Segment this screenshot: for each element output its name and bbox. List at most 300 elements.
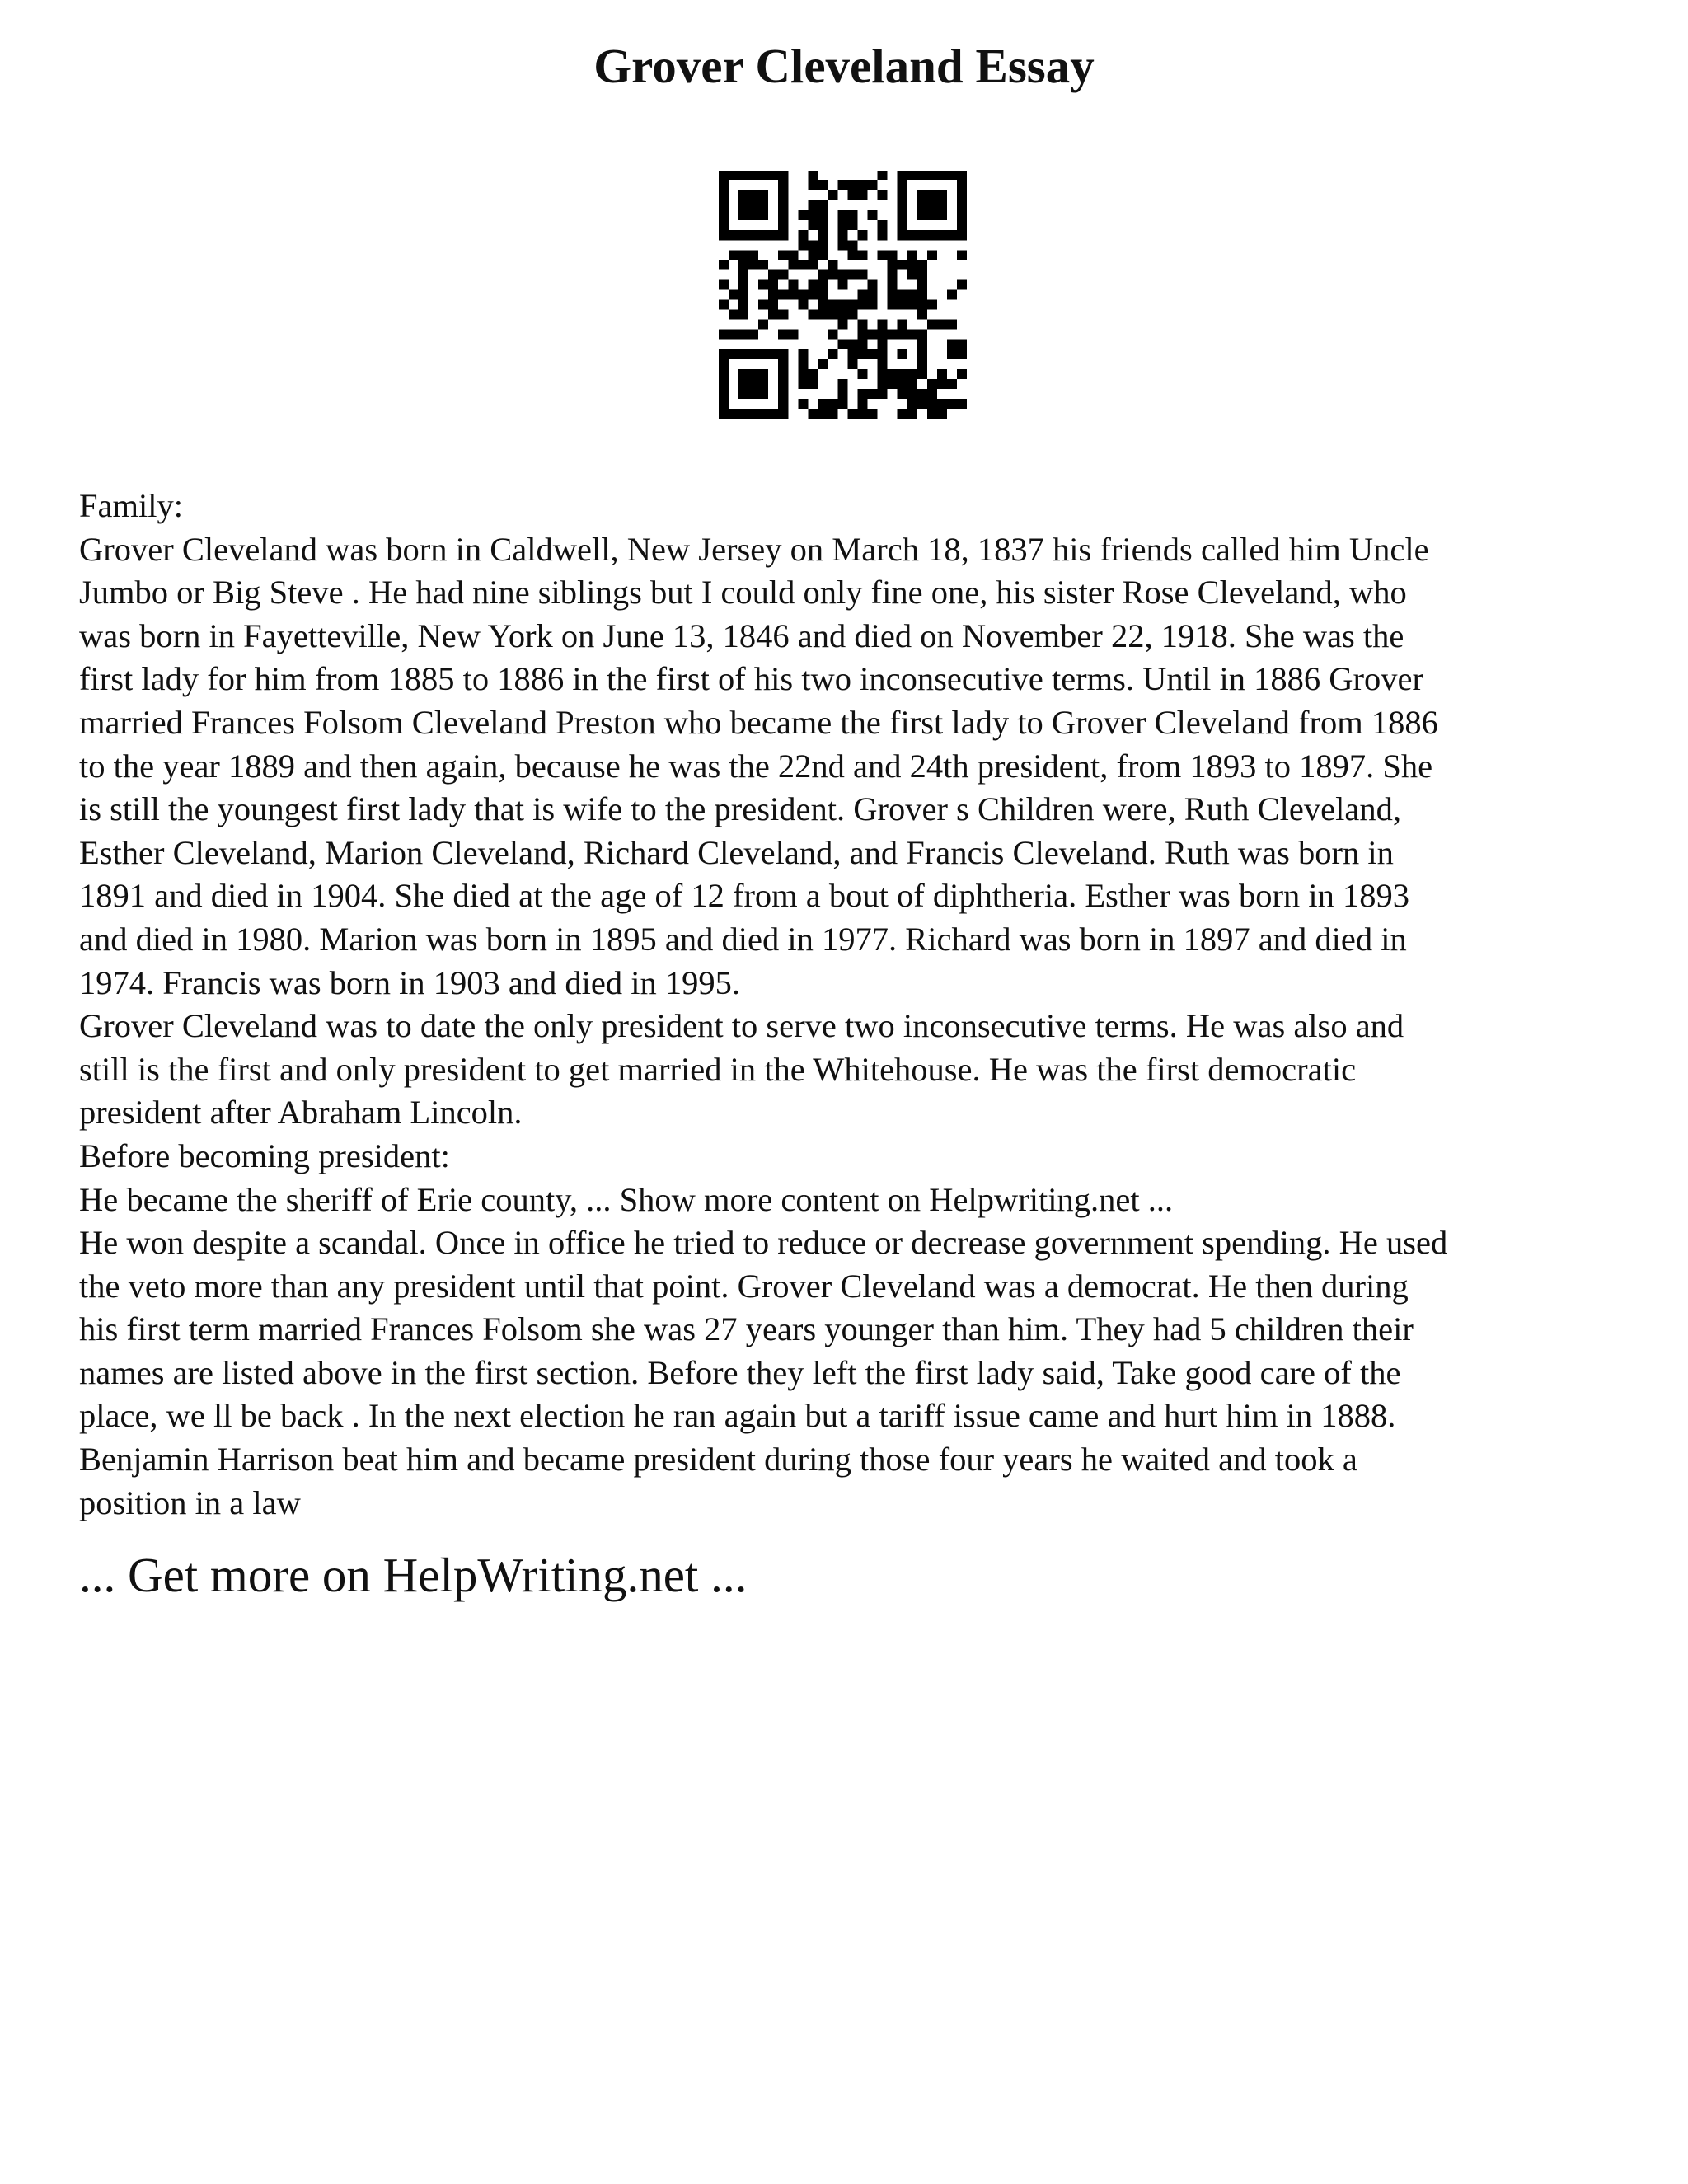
qr-module (878, 171, 888, 180)
qr-module (917, 289, 927, 299)
qr-module (818, 240, 828, 250)
qr-module (729, 230, 738, 240)
essay-line: place, we ll be back . In the next election he ran again but a tariff issue came and hurt him in 1888. (79, 1397, 1396, 1435)
essay-line: Esther Cleveland, Marion Cleveland, Richard Cleveland, and Francis Cleveland. Ruth was born in (79, 833, 1394, 871)
qr-module (818, 359, 828, 369)
qr-module (818, 210, 828, 220)
qr-module (947, 349, 957, 359)
qr-module (748, 379, 758, 389)
qr-module (937, 399, 947, 409)
qr-module (848, 409, 858, 419)
qr-module (738, 389, 748, 399)
qr-module (719, 260, 729, 269)
qr-module (808, 180, 818, 190)
essay-body (79, 485, 1629, 1525)
qr-module (927, 171, 937, 180)
qr-module (748, 330, 758, 340)
qr-module (878, 220, 888, 230)
qr-module (738, 190, 748, 200)
qr-module (837, 389, 847, 399)
qr-module (878, 369, 888, 379)
qr-module (937, 200, 947, 210)
qr-module (719, 230, 729, 240)
qr-code-graphic (719, 171, 967, 419)
show-more-line: He became the sheriff of Erie county, ... Show more content on Helpwriting.net ... (79, 1180, 1174, 1218)
qr-module (758, 369, 768, 379)
essay-line: Jumbo or Big Steve . He had nine siblings but I could only fine one, his sister Rose Cleveland, who (79, 574, 1407, 612)
qr-module (937, 379, 947, 389)
qr-module (729, 310, 738, 320)
qr-module (848, 349, 858, 359)
qr-module (778, 289, 788, 299)
qr-module (917, 171, 927, 180)
qr-module (907, 399, 917, 409)
section-heading-family: Family: (79, 487, 184, 524)
qr-module (798, 359, 808, 369)
qr-module (818, 230, 828, 240)
essay-line: married Frances Folsom Cleveland Preston who became the first lady to Grover Cleveland from 1886 (79, 703, 1438, 741)
qr-module (758, 279, 768, 289)
qr-module (888, 260, 898, 269)
qr-module (937, 210, 947, 220)
qr-module (858, 320, 868, 330)
essay-line: is still the youngest first lady that is wife to the president. Grover s Children were, Ruth Cleveland, (79, 790, 1401, 828)
qr-module (778, 171, 788, 180)
qr-module (719, 190, 729, 200)
qr-module (917, 279, 927, 289)
qr-module (828, 190, 837, 200)
qr-module (937, 190, 947, 200)
qr-module (927, 409, 937, 419)
section-heading-before-president: Before becoming president: (79, 1137, 450, 1174)
qr-module (758, 389, 768, 399)
qr-module (848, 220, 858, 230)
essay-line: 1974. Francis was born in 1903 and died in 1995. (79, 963, 741, 1001)
qr-module (798, 300, 808, 310)
qr-module (828, 310, 837, 320)
qr-module (778, 389, 788, 399)
qr-module (778, 269, 788, 279)
qr-module (837, 310, 847, 320)
qr-module (798, 230, 808, 240)
qr-module (898, 389, 907, 399)
qr-module (778, 349, 788, 359)
qr-module (927, 399, 937, 409)
qr-module (868, 389, 878, 399)
qr-module (818, 310, 828, 320)
qr-module (818, 200, 828, 210)
qr-module (868, 300, 878, 310)
qr-module (758, 300, 768, 310)
qr-module (927, 230, 937, 240)
qr-module (808, 210, 818, 220)
qr-module (768, 269, 778, 279)
qr-module (898, 330, 907, 340)
qr-module (927, 210, 937, 220)
qr-module (778, 330, 788, 340)
qr-module (878, 250, 888, 260)
qr-module (768, 289, 778, 299)
qr-module (917, 389, 927, 399)
qr-module (719, 220, 729, 230)
qr-module (848, 180, 858, 190)
qr-module (837, 230, 847, 240)
qr-module (719, 279, 729, 289)
qr-module (957, 180, 967, 190)
qr-module (848, 240, 858, 250)
qr-module (858, 180, 868, 190)
qr-module (947, 289, 957, 299)
qr-module (878, 379, 888, 389)
qr-module (748, 369, 758, 379)
qr-module (927, 320, 937, 330)
qr-module (719, 389, 729, 399)
qr-module (907, 330, 917, 340)
qr-module (898, 210, 907, 220)
qr-module (758, 230, 768, 240)
qr-module (828, 269, 837, 279)
qr-module (957, 349, 967, 359)
qr-module (738, 289, 748, 299)
qr-module (858, 349, 868, 359)
qr-module (758, 200, 768, 210)
qr-module (837, 180, 847, 190)
essay-line: and died in 1980. Marion was born in 1895 and died in 1977. Richard was born in 1897 and died in (79, 920, 1407, 958)
qr-module (947, 171, 957, 180)
qr-module (798, 349, 808, 359)
qr-module (907, 171, 917, 180)
qr-module (898, 230, 907, 240)
qr-module (758, 349, 768, 359)
qr-module (778, 200, 788, 210)
qr-module (937, 171, 947, 180)
qr-module (719, 379, 729, 389)
qr-module (719, 210, 729, 220)
qr-module (947, 320, 957, 330)
qr-module (788, 289, 798, 299)
qr-module (778, 409, 788, 419)
qr-module (898, 320, 907, 330)
qr-module (719, 180, 729, 190)
qr-module (837, 300, 847, 310)
qr-module (917, 260, 927, 269)
qr-module (927, 200, 937, 210)
qr-module (738, 230, 748, 240)
qr-module (858, 190, 868, 200)
qr-module (947, 230, 957, 240)
qr-module (927, 389, 937, 399)
qr-module (778, 399, 788, 409)
qr-module (937, 320, 947, 330)
qr-module (738, 300, 748, 310)
qr-module (828, 300, 837, 310)
qr-module (748, 200, 758, 210)
qr-module (729, 409, 738, 419)
essay-line: the veto more than any president until that point. Grover Cleveland was a democrat. He then during (79, 1267, 1409, 1305)
qr-module (818, 300, 828, 310)
qr-module (868, 409, 878, 419)
qr-module (738, 171, 748, 180)
qr-module (957, 399, 967, 409)
qr-module (858, 230, 868, 240)
qr-module (748, 190, 758, 200)
qr-module (738, 279, 748, 289)
essay-line: his first term married Frances Folsom she was 27 years younger than him. They had 5 children their (79, 1310, 1414, 1348)
qr-module (729, 289, 738, 299)
qr-module (729, 171, 738, 180)
qr-module (868, 330, 878, 340)
get-more-link[interactable]: ... Get more on HelpWriting.net ... (79, 1548, 748, 1602)
qr-module (898, 171, 907, 180)
qr-module (729, 349, 738, 359)
qr-module (837, 379, 847, 389)
qr-module (907, 369, 917, 379)
qr-module (828, 349, 837, 359)
qr-module (808, 250, 818, 260)
qr-module (738, 369, 748, 379)
qr-module (748, 210, 758, 220)
qr-module (748, 389, 758, 399)
essay-line: Grover Cleveland was to date the only president to serve two inconsecutive terms. He was also and (79, 1007, 1404, 1045)
qr-module (957, 340, 967, 349)
qr-module (768, 230, 778, 240)
qr-module (888, 279, 898, 289)
qr-module (868, 289, 878, 299)
qr-module (858, 289, 868, 299)
qr-module (748, 260, 758, 269)
qr-module (778, 190, 788, 200)
qr-module (917, 369, 927, 379)
qr-module (858, 269, 868, 279)
qr-module (947, 379, 957, 389)
qr-module (837, 320, 847, 330)
qr-module (778, 359, 788, 369)
qr-module (778, 369, 788, 379)
qr-module (798, 240, 808, 250)
qr-module (738, 200, 748, 210)
qr-module (927, 379, 937, 389)
qr-module (828, 409, 837, 419)
qr-module (729, 250, 738, 260)
qr-module (907, 289, 917, 299)
qr-module (738, 250, 748, 260)
qr-module (858, 399, 868, 409)
qr-module (758, 171, 768, 180)
qr-module (748, 171, 758, 180)
qr-module (828, 399, 837, 409)
qr-module (738, 379, 748, 389)
essay-line: position in a law (79, 1483, 301, 1521)
qr-module (898, 180, 907, 190)
qr-module (888, 369, 898, 379)
qr-module (957, 369, 967, 379)
qr-module (818, 250, 828, 260)
qr-module (788, 330, 798, 340)
qr-module (837, 210, 847, 220)
qr-module (898, 379, 907, 389)
qr-module (768, 279, 778, 289)
qr-module (957, 190, 967, 200)
qr-module (738, 269, 748, 279)
qr-module (957, 220, 967, 230)
qr-module (738, 409, 748, 419)
qr-module (917, 340, 927, 349)
qr-module (927, 300, 937, 310)
qr-module (898, 409, 907, 419)
qr-module (808, 369, 818, 379)
qr-module (828, 260, 837, 269)
qr-module (837, 340, 847, 349)
qr-module (878, 349, 888, 359)
qr-module (917, 300, 927, 310)
qr-module (898, 260, 907, 269)
qr-module (837, 279, 847, 289)
essay-line: Benjamin Harrison beat him and became president during those four years he waited and took a (79, 1441, 1357, 1479)
qr-module (907, 409, 917, 419)
qr-module (798, 260, 808, 269)
qr-module (907, 269, 917, 279)
qr-module (907, 230, 917, 240)
qr-module (778, 379, 788, 389)
qr-module (768, 300, 778, 310)
qr-module (798, 399, 808, 409)
qr-module (778, 180, 788, 190)
qr-module (907, 379, 917, 389)
qr-module (898, 349, 907, 359)
essay-line: still is the first and only president to get married in the Whitehouse. He was the first democratic (79, 1050, 1357, 1088)
qr-module (878, 190, 888, 200)
qr-module (878, 340, 888, 349)
qr-module (719, 359, 729, 369)
qr-module (868, 349, 878, 359)
qr-module (778, 210, 788, 220)
qr-module (848, 190, 858, 200)
qr-module (768, 409, 778, 419)
qr-module (898, 190, 907, 200)
qr-module (738, 310, 748, 320)
essay-line: Grover Cleveland was born in Caldwell, New Jersey on March 18, 1837 his friends called him Uncle (79, 530, 1429, 568)
qr-module (858, 389, 868, 399)
qr-module (957, 200, 967, 210)
qr-module (788, 279, 798, 289)
qr-module (768, 310, 778, 320)
qr-module (937, 369, 947, 379)
qr-module (818, 289, 828, 299)
qr-module (868, 180, 878, 190)
qr-module (738, 330, 748, 340)
qr-module (748, 250, 758, 260)
qr-module (778, 220, 788, 230)
qr-module (837, 220, 847, 230)
qr-module (917, 330, 927, 340)
qr-module (837, 240, 847, 250)
qr-module (917, 399, 927, 409)
essay-line: was born in Fayetteville, New York on June 13, 1846 and died on November 22, 1918. She was the (79, 616, 1404, 654)
qr-module (719, 399, 729, 409)
qr-module (957, 230, 967, 240)
qr-module (719, 330, 729, 340)
qr-module (947, 340, 957, 349)
qr-module (848, 340, 858, 349)
qr-module (937, 230, 947, 240)
qr-module (758, 260, 768, 269)
qr-module (917, 210, 927, 220)
qr-module (808, 220, 818, 230)
essay-line: to the year 1889 and then again, because he was the 22nd and 24th president, from 1893 to 1897. She (79, 747, 1433, 785)
qr-module (738, 349, 748, 359)
qr-module (808, 240, 818, 250)
qr-module (957, 210, 967, 220)
qr-module (778, 250, 788, 260)
qr-module (738, 210, 748, 220)
qr-module (758, 320, 768, 330)
qr-module (778, 310, 788, 320)
qr-module (878, 320, 888, 330)
qr-module (927, 250, 937, 260)
qr-module (917, 190, 927, 200)
qr-module (758, 379, 768, 389)
qr-module (917, 349, 927, 359)
qr-module (898, 220, 907, 230)
qr-module (878, 359, 888, 369)
qr-module (798, 369, 808, 379)
qr-module (788, 250, 798, 260)
qr-module (888, 379, 898, 389)
qr-module (808, 200, 818, 210)
qr-module (729, 330, 738, 340)
essay-line: first lady for him from 1885 to 1886 in the first of his two inconsecutive terms. Until in 1886 Grover (79, 660, 1423, 698)
qr-module (917, 310, 927, 320)
qr-module (768, 171, 778, 180)
qr-module (898, 289, 907, 299)
qr-module (758, 190, 768, 200)
qr-module (888, 330, 898, 340)
qr-module (798, 379, 808, 389)
qr-module (818, 399, 828, 409)
page-title: Grover Cleveland Essay (593, 39, 1095, 93)
qr-module (957, 279, 967, 289)
qr-module (808, 409, 818, 419)
qr-module (808, 279, 818, 289)
qr-module (778, 230, 788, 240)
qr-module (868, 210, 878, 220)
qr-module (748, 349, 758, 359)
qr-module (837, 399, 847, 409)
qr-module (858, 300, 868, 310)
qr-module (878, 230, 888, 240)
qr-code-icon (719, 171, 967, 419)
qr-module (848, 300, 858, 310)
qr-module (927, 190, 937, 200)
qr-module (858, 369, 868, 379)
qr-module (957, 250, 967, 260)
qr-module (818, 279, 828, 289)
qr-module (818, 409, 828, 419)
qr-module (878, 389, 888, 399)
qr-module (808, 310, 818, 320)
qr-module (888, 250, 898, 260)
qr-module (818, 269, 828, 279)
qr-module (907, 300, 917, 310)
qr-module (719, 200, 729, 210)
qr-module (808, 171, 818, 180)
qr-module (917, 359, 927, 369)
essay-line: names are listed above in the first section. Before they left the first lady said, Take good care of the (79, 1353, 1401, 1391)
qr-module (818, 180, 828, 190)
essay-line: He won despite a scandal. Once in office he tried to reduce or decrease government spending. He used (79, 1224, 1448, 1262)
qr-module (898, 369, 907, 379)
qr-module (848, 250, 858, 260)
